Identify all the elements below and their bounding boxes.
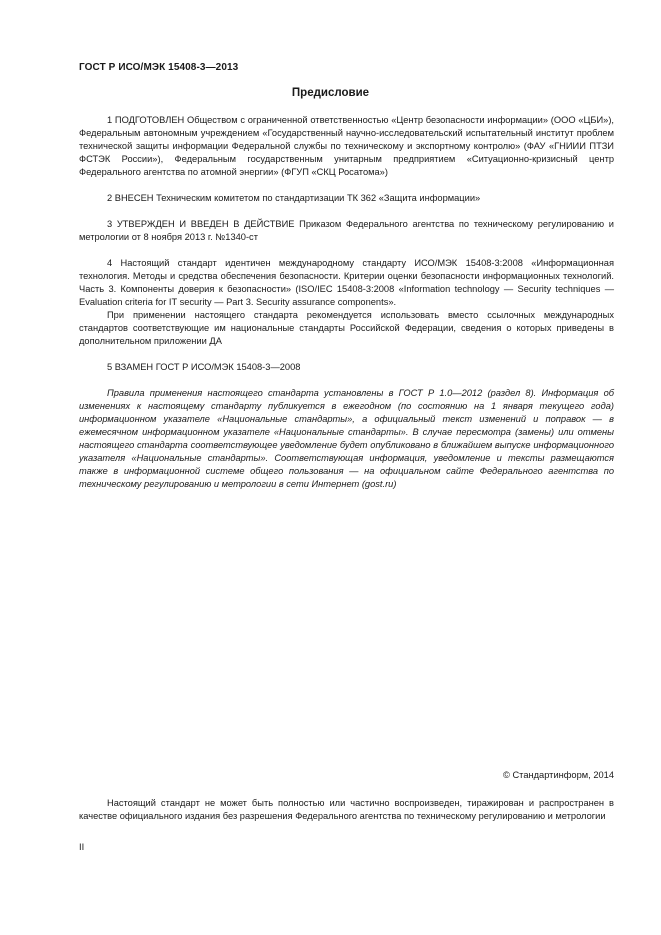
paragraph-introduced-by: 2 ВНЕСЕН Техническим комитетом по стандартизации ТК 362 «Защита информации» [107, 193, 481, 203]
paragraph-reference-note: При применении настоящего стандарта рекомендуется использовать вместо ссылочных международных стандартов соответствующие им национальные стандарты Российской Федерации, сведения о которых приведены в дополнительном приложении ДА [79, 310, 614, 346]
reproduction-notice: Настоящий стандарт не может быть полностью или частично воспроизведен, тиражирован и распространен в качестве официального издания без разрешения Федерального агентства по техническому регулированию и метрологии [79, 798, 614, 821]
paragraph-approved: 3 УТВЕРЖДЕН И ВВЕДЕН В ДЕЙСТВИЕ Приказом Федерального агентства по техническому регулированию и метрологии от 8 ноября 2013 г. №1340-ст [79, 219, 614, 242]
standard-code-header: ГОСТ Р ИСО/МЭК 15408-3—2013 [79, 62, 239, 73]
paragraph-replaces: 5 ВЗАМЕН ГОСТ Р ИСО/МЭК 15408-3—2008 [107, 362, 301, 372]
paragraph-identical-standard: 4 Настоящий стандарт идентичен международному стандарту ИСО/МЭК 15408-3:2008 «Информационная технология. Методы и средства обеспечения безопасности. Критерии оценки безопасности информационных технологий. Часть 3. Компоненты доверия к безопасности» (ISO/IEC 15408-3:2008 «Information technology — Security techniques — Evaluation criteria for IT security — Part 3. Security assurance components». [79, 258, 614, 307]
copyright-notice: © Стандартинформ, 2014 [503, 770, 614, 780]
paragraph-application-rules: Правила применения настоящего стандарта установлены в ГОСТ Р 1.0—2012 (раздел 8). Информация об изменениях к настоящему стандарту публикуется в ежегодном (по состоянию на 1 января текущего года) информационном указателе «Национальные стандарты», а официальный текст изменений и поправок — в ежемесячном информационном указателе «Национальные стандарты». В случае пересмотра (замены) или отмены настоящего стандарта соответствующее уведомление будет опубликовано в ближайшем выпуске информационного указателя «Национальные стандарты». Соответствующая информация, уведомление и тексты размещаются также в информационной системе общего пользования — на официальном сайте Федерального агентства по техническому регулированию и метрологии в сети Интернет (gost.ru) [79, 388, 614, 489]
paragraph-prepared-by: 1 ПОДГОТОВЛЕН Обществом с ограниченной ответственностью «Центр безопасности информации» (ООО «ЦБИ»), Федеральным автономным учреждением «Государственный научно-исследовательский испытательный институт проблем технической защиты информации Федеральной службы по техническому и экспортному контролю» (ФАУ «ГНИИИ ПТЗИ ФСТЭК России»), Федеральным государственным унитарным предприятием «Ситуационно-кризисный центр Федерального агентства по атомной энергии» (ФГУП «СКЦ Росатома») [79, 115, 614, 177]
foreword-body [79, 114, 614, 491]
page-number: II [79, 842, 85, 852]
page-title: Предисловие [291, 87, 370, 99]
